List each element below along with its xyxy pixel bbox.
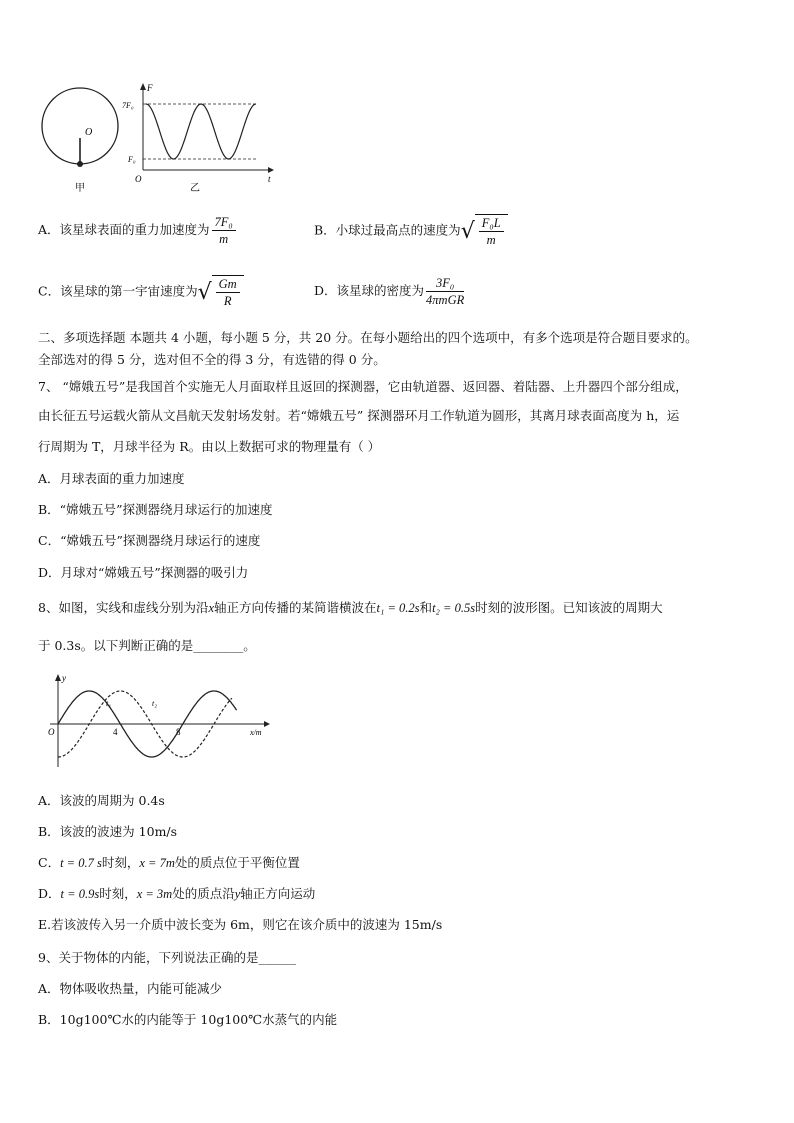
section2-line1: 二、多项选择题 本题共 4 小题，每小题 5 分，共 20 分。在每小题给出的四个选项中，有多个选项是符合题目要求的。 xyxy=(38,330,698,345)
force-curve xyxy=(146,104,256,159)
q6-option-c: C．该星球的第一宇宙速度为√ $\frac{Gm}{R}$ xyxy=(38,275,244,309)
q6-option-b: B．小球过最高点的速度为√ $\frac{\text{F₀L}}{m}$ xyxy=(314,214,508,248)
y-axis-arrow xyxy=(55,674,61,681)
fraction-d: $\frac{\text{3F₀}}{\text{4πmGR}}$ xyxy=(426,276,465,307)
q9-title: 9、关于物体的内能，下列说法正确的是______ xyxy=(38,950,296,965)
q8-option-a: A．该波的周期为 0.4s xyxy=(38,793,165,808)
label-t2: t₂ xyxy=(152,699,158,708)
q8-line2: 于 0.3s。以下判断正确的是________。 xyxy=(38,638,256,653)
q7-option-d: D．月球对“嫦娥五号”探测器的吸引力 xyxy=(38,565,249,580)
figure-wave xyxy=(40,672,280,772)
q8-option-d: D．t = 0.9s时刻，x = 3m处的质点沿y轴正方向运动 xyxy=(38,886,316,901)
tick-4: 4 xyxy=(113,727,118,737)
q7-option-c: C．“嫦娥五号”探测器绕月球运行的速度 xyxy=(38,533,261,548)
x-axis-arrow xyxy=(264,721,270,727)
graph-origin: O xyxy=(135,174,142,184)
ball xyxy=(77,161,83,167)
fraction-a: $\frac{\text{7F₀}}{m}$ xyxy=(212,214,236,247)
tick-8: 8 xyxy=(176,727,181,737)
q6-option-d: D．该星球的密度为 $\frac{\text{3F₀}}{\text{4πmGR}}$ xyxy=(314,276,465,307)
q7-line3: 行周期为 T，月球半径为 R。由以上数据可求的物理量有（ ） xyxy=(38,439,381,454)
t-axis-label: t xyxy=(268,174,271,184)
f-axis-arrow xyxy=(140,83,146,90)
center-label: O xyxy=(85,127,93,138)
f-axis-label: F xyxy=(147,83,153,93)
x-axis-label: x/m xyxy=(250,728,262,737)
label-t1: t₁ xyxy=(106,699,112,708)
q8-option-e: E.若该波传入另一介质中波长变为 6m，则它在该介质中的波速为 15m/s xyxy=(38,917,443,932)
q7-line2: 由长征五号运载火箭从文昌航天发射场发射。若“嫦娥五号” 探测器环月工作轨道为圆形，其离月球表面高度为 h，运 xyxy=(38,408,680,423)
q7-option-b: B．“嫦娥五号”探测器绕月球运行的加速度 xyxy=(38,502,273,517)
tick-f0: F₀ xyxy=(128,155,136,164)
q8-line1: 8、如图，实线和虚线分别为沿x轴正方向传播的某简谐横波在t₁ = 0.2s和t₂ = 0.5s时刻的波形图。已知该波的周期大 xyxy=(38,600,663,615)
wave-origin: O xyxy=(48,727,55,737)
y-axis-label: y xyxy=(62,673,66,683)
q9-option-b: B．10g100℃水的内能等于 10g100℃水蒸气的内能 xyxy=(38,1012,338,1027)
figure-circle-force-graph xyxy=(38,78,288,198)
sqrt-b: √ $\frac{\text{F₀L}}{m}$ xyxy=(461,214,508,248)
section2-line2: 全部选对的得 5 分，选对但不全的得 3 分，有选错的得 0 分。 xyxy=(38,352,386,367)
t-axis-arrow xyxy=(268,167,274,173)
q8-option-c: C．t = 0.7 s时刻，x = 7m处的质点位于平衡位置 xyxy=(38,855,300,870)
q7-option-a: A．月球表面的重力加速度 xyxy=(38,471,185,486)
q7-line1: 7、 “嫦娥五号”是我国首个实施无人月面取样且返回的探测器，它由轨道器、返回器、着陆器、上升器四个部分组成， xyxy=(38,379,688,394)
q8-option-b: B．该波的波速为 10m/s xyxy=(38,824,178,839)
tick-7f0: 7F₀ xyxy=(122,101,134,110)
jia-label: 甲 xyxy=(75,183,85,194)
yi-label: 乙 xyxy=(190,183,200,194)
q6-option-a: A．该星球表面的重力加速度为 $\frac{\text{7F₀}}{m}$ xyxy=(38,214,238,247)
q9-option-a: A．物体吸收热量，内能可能减少 xyxy=(38,981,223,996)
sqrt-c: √ $\frac{Gm}{R}$ xyxy=(198,275,244,309)
